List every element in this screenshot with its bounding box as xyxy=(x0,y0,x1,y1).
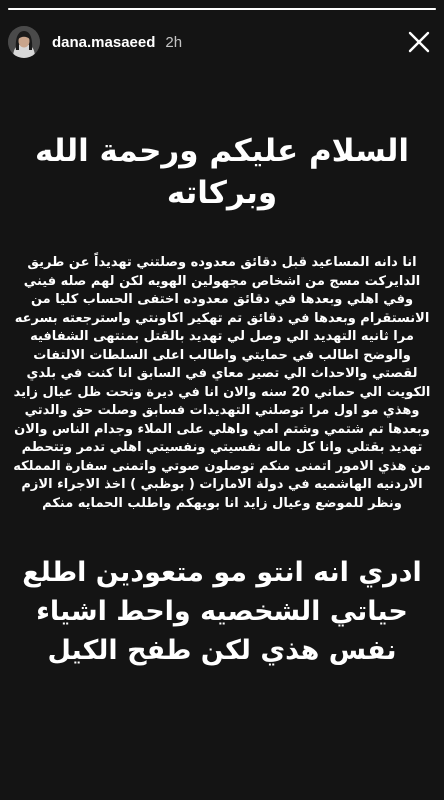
story-header xyxy=(8,22,436,62)
timestamp: 2h xyxy=(165,33,183,51)
body-text: انا دانه المساعيد قبل دقائق معدوده وصلتني تهديداً عن طريق الدايركت مسج من اشخاص مجهولين الهويه لكن لهم صله فيني وفي اهلي وبعدها في دقائق معدوده اختفى الحساب كليا من الانستقرام وبعدها في دقائق تم تهكير اكاونتي واسترجعته بسرعه مرا ثانيه التهديد الي وصل لي تهديد بالقتل بمنتهى الشفافيه والوضح اطالب في حمايتي واطالب اعلى السلطات الالتفات لقصتي والاحداث الي تصير معاي في السابق انا كنت في بلدي الكويت الي حماني 20 سنه والان انا في ديرة وتحت ظل عيال زايد وهذي مو اول مرا توصلني التهديدات فسابق وصلت حق والدتي وبعدها تم شتمي وشتم امي واهلي على الملاء وجدام الناس والان تهديد بقتلي وانا كل ماله نفسيتي ونفسيتي اهلي تدمر وتتحطم من هذي الامور اتمنى منكم توصلون صوتي واتمنى سفارة المملكه الاردنيه الهاشميه في دولة الامارات ( بوظبي ) اخذ الاجراء الازم ونظر للموضع وعيال زايد انا بويهكم واطلب الحمايه منكم xyxy=(13,255,431,511)
username[interactable]: dana.masaeed xyxy=(52,33,156,51)
story-progress-bar xyxy=(8,8,436,10)
story-content xyxy=(0,120,444,670)
greeting-text: السلام عليكم ورحمة الله وبركاته xyxy=(34,133,410,211)
close-button[interactable] xyxy=(402,25,436,59)
close-icon xyxy=(408,31,430,53)
story-progress-fill xyxy=(8,8,436,10)
avatar[interactable] xyxy=(8,26,40,58)
closing-text: ادري انه انتو مو متعودين اطلع حياتي الشخصيه واحط اشياء نفس هذي لكن طفح الكيل xyxy=(22,557,422,666)
